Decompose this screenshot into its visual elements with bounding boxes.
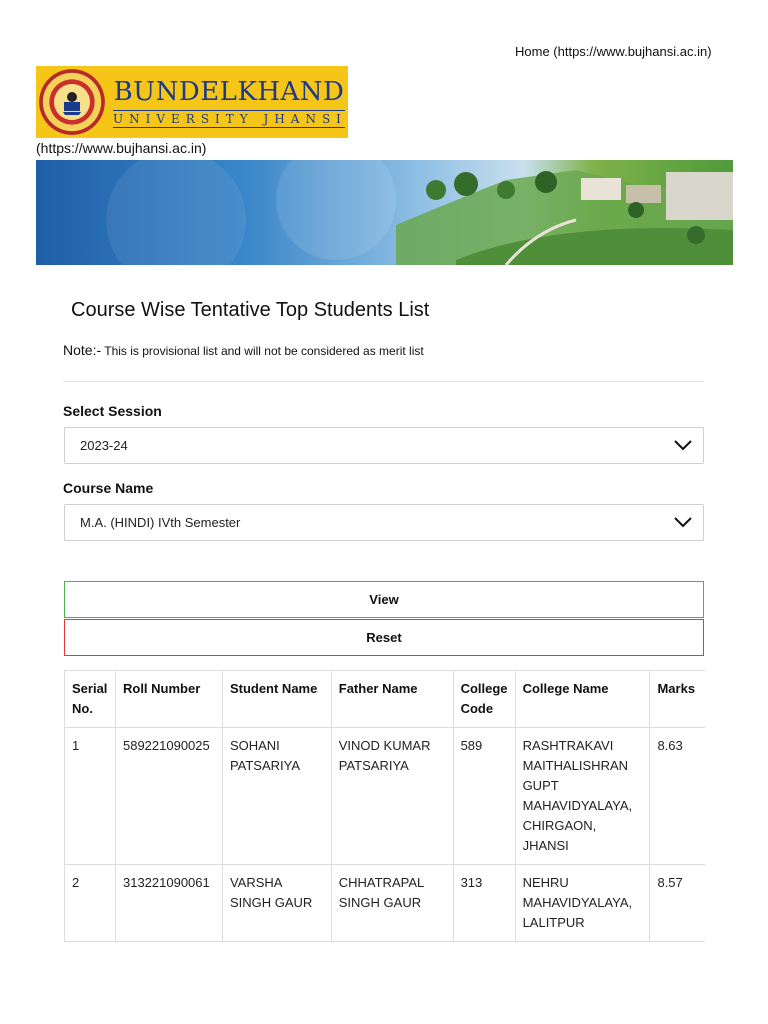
header-marks: Marks [650, 671, 705, 728]
cell-student-name: VARSHA SINGH GAUR [222, 865, 331, 942]
table-header-row [65, 671, 706, 728]
cell-college-code: 589 [453, 728, 515, 865]
header-serial-no: Serial No. [65, 671, 116, 728]
reset-button[interactable]: Reset [64, 619, 704, 656]
cell-student-name: SOHANI PATSARIYA [222, 728, 331, 865]
note-text: This is provisional list and will not be considered as merit list [101, 344, 424, 358]
cell-roll-number: 589221090025 [115, 728, 222, 865]
divider [63, 381, 704, 382]
session-select[interactable] [64, 427, 704, 464]
note-label: Note:- [63, 342, 102, 358]
cell-college-code: 313 [453, 865, 515, 942]
view-button[interactable]: View [64, 581, 704, 618]
header-father-name: Father Name [331, 671, 453, 728]
university-seal-icon [39, 69, 105, 135]
cell-serial-no: 2 [65, 865, 116, 942]
header-college-code: College Code [453, 671, 515, 728]
course-value: M.A. (HINDI) IVth Semester [80, 515, 241, 530]
provisional-note [63, 342, 424, 358]
course-select[interactable] [64, 504, 704, 541]
cell-college-name: NEHRU MAHAVIDYALAYA, LALITPUR [515, 865, 650, 942]
cell-marks: 8.63 [650, 728, 705, 865]
home-link[interactable]: Home (https://www.bujhansi.ac.in) [515, 44, 712, 59]
header-student-name: Student Name [222, 671, 331, 728]
table-row [65, 865, 706, 942]
header-roll-number: Roll Number [115, 671, 222, 728]
header-college-name: College Name [515, 671, 650, 728]
cell-marks: 8.57 [650, 865, 705, 942]
table-row [65, 728, 706, 865]
chevron-down-icon [673, 438, 693, 452]
cell-roll-number: 313221090061 [115, 865, 222, 942]
cell-father-name: CHHATRAPAL SINGH GAUR [331, 865, 453, 942]
course-label: Course Name [63, 480, 154, 496]
session-label: Select Session [63, 403, 162, 419]
campus-banner [36, 160, 733, 265]
page-title: Course Wise Tentative Top Students List [71, 299, 430, 321]
university-logo[interactable] [36, 66, 348, 138]
cell-college-name: RASHTRAKAVI MAITHALISHRAN GUPT MAHAVIDYALAYA, CHIRGAON, JHANSI [515, 728, 650, 865]
logo-subtitle: UNIVERSITY JHANSI [113, 111, 347, 126]
session-value: 2023-24 [80, 438, 128, 453]
logo-url-link[interactable]: (https://www.bujhansi.ac.in) [36, 140, 207, 156]
cell-father-name: VINOD KUMAR PATSARIYA [331, 728, 453, 865]
chevron-down-icon [673, 515, 693, 529]
students-table [64, 670, 705, 942]
cell-serial-no: 1 [65, 728, 116, 865]
logo-title: BUNDELKHAND [113, 76, 345, 107]
